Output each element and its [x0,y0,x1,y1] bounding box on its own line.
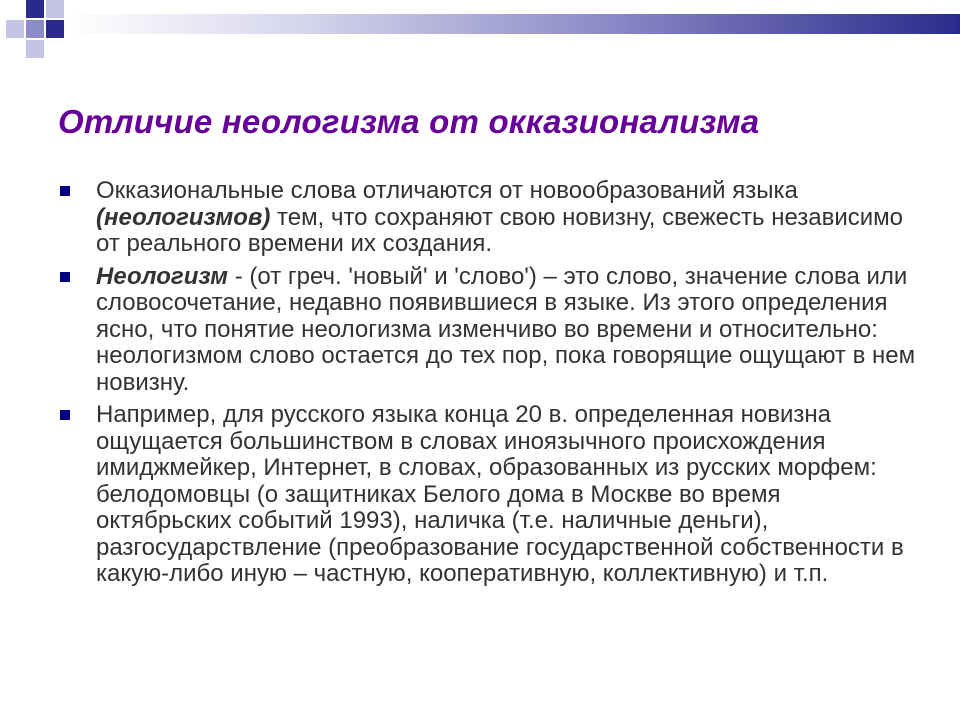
decor-square [46,0,64,18]
decor-square [46,20,64,38]
bullet-text-pre: Окказиональные слова отличаются от новообразований языка [96,177,798,204]
bullet-text-post: тем, что сохраняют свою новизну, свежесть независимо от реального времени их создания. [96,203,904,257]
list-item [60,178,920,258]
square-bullet-icon [60,186,70,196]
bullet-text [96,264,920,397]
slide-title: Отличие неологизма от окказионализма [58,103,760,140]
decor-square [26,20,44,38]
square-bullet-icon [60,272,70,282]
square-bullet-icon [60,410,70,420]
bullet-text-post: - (от греч. 'новый' и 'слово') – это слово, значение слова или словосочетание, недавно появившиеся в языке. Из этого определения ясно, что понятие неологизма изменчиво во времени и относительно: неологизмом слово остается до тех пор, пока говорящие ощущают в нем новизну. [96,262,916,396]
bullet-text-post: Например, для русского языка конца 20 в. определенная новизна ощущается большинством в словах иноязычного происхождения имиджмейкер, Интернет, в словах, образованных из русских морфем: белодомовцы (о защитниках Белого дома в Москве во время октябрьских событий 1993), наличка (т.е. наличные деньги), разгосударствление (преобразование государственной собственности в какую-либо иную – частную, кооперативную, коллективную) и т.п. [96,401,904,587]
bullet-text-bold: Неологизм [96,262,229,290]
decor-square [6,20,24,38]
bullet-list [60,178,920,594]
list-item [60,402,920,588]
decor-square [26,40,44,58]
bullet-text [96,178,920,258]
decor-square [26,0,44,18]
gradient-bar [66,14,960,34]
bullet-text-bold: (неологизмов) [96,203,271,231]
bullet-text [96,402,920,588]
list-item [60,264,920,397]
